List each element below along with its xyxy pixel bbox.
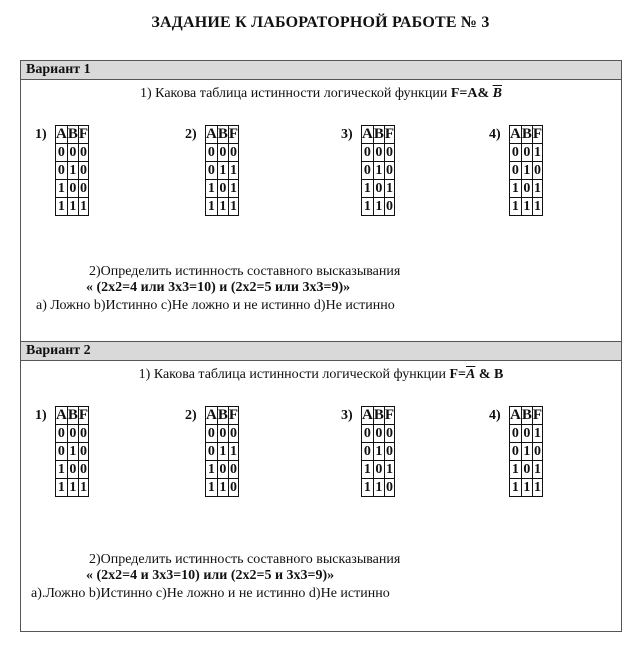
table-cell: 1 [533,426,541,441]
page-title: ЗАДАНИЕ К ЛАБОРАТОРНОЙ РАБОТЕ № 3 [151,14,490,31]
table-row [56,443,89,461]
table-cell: 0 [229,426,237,441]
table-cell: 1 [362,479,374,497]
table-cell: 1 [56,180,68,198]
table-cell: 0 [385,426,393,441]
column-header: F [78,407,89,423]
column-header: F [532,126,543,142]
question-2-text: 2)Определить истинность составного высказывания [89,552,401,567]
table-row [510,461,543,479]
table-cell: 0 [67,180,78,198]
table-row [510,144,543,162]
truth-tables-row [21,406,621,526]
table-cell: 1 [206,198,218,216]
table-header-row [206,407,239,425]
table-cell: 0 [56,144,68,162]
table-cell: 0 [373,180,384,198]
table-cell: 1 [510,479,522,497]
table-row [56,180,89,198]
table-cell: 1 [206,479,218,497]
column-header: A [510,126,521,142]
table-cell: 0 [79,163,87,178]
variant-1-section [20,60,622,342]
table-cell: 0 [510,443,522,461]
table-row [56,425,89,443]
table-cell: 1 [533,145,541,160]
table-cell: 0 [521,461,532,479]
column-header: F [384,126,395,142]
table-row [362,461,395,479]
table-cell: 1 [79,199,87,214]
table-cell: 1 [229,199,237,214]
table-header-row [56,407,89,425]
table-cell: 1 [206,461,218,479]
table-cell: 0 [373,144,384,162]
table-header-row [362,407,395,425]
column-header: A [56,126,67,142]
table-cell: 0 [79,426,87,441]
column-header: F [384,407,395,423]
table-cell: 1 [206,180,218,198]
table-cell: 0 [533,444,541,459]
table-cell: 1 [533,199,541,214]
table-row [362,479,395,497]
table-cell: 0 [385,444,393,459]
table-cell: 1 [217,479,228,497]
table-cell: 1 [67,479,78,497]
table-cell: 0 [56,162,68,180]
table-row [206,162,239,180]
question-1 [21,86,621,102]
table-row [56,162,89,180]
table-cell: 1 [521,479,532,497]
truth-table [509,406,543,497]
truth-table [361,406,395,497]
table-cell: 0 [229,462,237,477]
table-cell: 0 [373,425,384,443]
table-row [56,198,89,216]
table-cell: 1 [362,180,374,198]
table-cell: 1 [373,162,384,180]
table-cell: 1 [533,181,541,196]
table-row [206,198,239,216]
table-cell: 1 [217,198,228,216]
table-cell: 0 [56,425,68,443]
table-cell: 0 [533,163,541,178]
column-header: A [362,126,373,142]
column-header: F [78,126,89,142]
column-header: B [521,126,532,142]
table-row [362,180,395,198]
table-cell: 0 [56,443,68,461]
answer-options: а) Ложно b)Истинно c)Не ложно и не истинно d)Не истинно [36,298,395,313]
table-number: 2) [185,408,197,423]
table-row [362,144,395,162]
truth-table [205,125,239,216]
table-cell: 1 [373,443,384,461]
answer-options: а).Ложно b)Истинно c)Не ложно и не истинно d)Не истинно [31,586,390,601]
table-cell: 1 [67,198,78,216]
table-cell: 0 [206,443,218,461]
table-row [56,461,89,479]
table-row [56,479,89,497]
question-2-text: 2)Определить истинность составного высказывания [89,264,401,279]
table-cell: 1 [385,462,393,477]
table-row [362,198,395,216]
truth-table [205,406,239,497]
table-cell: 0 [521,144,532,162]
table-cell: 1 [510,461,522,479]
table-row [362,443,395,461]
table-cell: 1 [533,480,541,495]
table-cell: 1 [67,443,78,461]
variant-header: Вариант 1 [21,61,621,80]
truth-table [361,125,395,216]
table-cell: 0 [362,144,374,162]
table-number: 3) [341,408,353,423]
table-cell: 0 [373,461,384,479]
table-row [510,425,543,443]
column-header: F [228,126,239,142]
table-cell: 1 [373,479,384,497]
table-number: 1) [35,127,47,142]
table-cell: 1 [385,181,393,196]
table-cell: 0 [385,163,393,178]
formula-negated-b: $\overline{B}$ [492,86,502,101]
truth-tables-row [21,125,621,245]
variant-2-section [20,342,622,632]
formula: F=A& $\overline{B}$ [450,86,502,101]
column-header: F [228,407,239,423]
table-cell: 0 [217,425,228,443]
table-header-row [510,407,543,425]
table-cell: 0 [206,144,218,162]
table-cell: 0 [385,480,393,495]
table-cell: 1 [79,480,87,495]
table-header-row [206,126,239,144]
column-header: A [362,407,373,423]
table-cell: 1 [521,162,532,180]
truth-table [55,125,89,216]
table-row [362,162,395,180]
table-header-row [362,126,395,144]
table-cell: 1 [56,198,68,216]
table-cell: 1 [229,163,237,178]
table-cell: 0 [521,425,532,443]
truth-table [509,125,543,216]
formula: $F=\overline{A}$ & B [449,367,504,382]
table-cell: 1 [521,443,532,461]
formula-negated-a: $\overline{A}$ [466,367,476,382]
question-2-statement: « (2x2=4 или 3x3=10) и (2x2=5 или 3x3=9)» [86,280,351,295]
table-cell: 0 [229,480,237,495]
column-header: A [206,407,217,423]
column-header: A [510,407,521,423]
table-cell: 0 [79,462,87,477]
table-row [206,144,239,162]
table-cell: 0 [67,425,78,443]
table-cell: 0 [362,443,374,461]
table-cell: 0 [217,144,228,162]
table-cell: 0 [510,162,522,180]
table-cell: 1 [362,461,374,479]
table-row [510,479,543,497]
table-row [206,461,239,479]
table-cell: 0 [385,145,393,160]
variant-header: Вариант 2 [21,342,621,361]
question-2 [21,552,621,602]
table-row [510,162,543,180]
question-1-text: 1) Какова таблица истинности логической функции [138,367,450,382]
table-cell: 0 [79,145,87,160]
table-cell: 1 [373,198,384,216]
column-header: B [373,126,384,142]
column-header: A [206,126,217,142]
table-row [510,198,543,216]
column-header: B [521,407,532,423]
table-cell: 0 [79,444,87,459]
table-row [362,425,395,443]
table-row [206,180,239,198]
table-cell: 0 [385,199,393,214]
table-cell: 0 [79,181,87,196]
table-row [206,479,239,497]
table-number: 4) [489,127,501,142]
table-header-row [56,126,89,144]
table-row [56,144,89,162]
table-cell: 1 [229,444,237,459]
table-row [206,443,239,461]
truth-table [55,406,89,497]
table-number: 3) [341,127,353,142]
table-cell: 1 [510,198,522,216]
column-header: B [67,407,78,423]
table-header-row [510,126,543,144]
table-cell: 1 [56,479,68,497]
table-cell: 1 [217,443,228,461]
question-1 [21,367,621,383]
table-cell: 1 [521,198,532,216]
table-number: 4) [489,408,501,423]
table-row [206,425,239,443]
table-number: 1) [35,408,47,423]
table-cell: 0 [67,461,78,479]
table-cell: 0 [521,180,532,198]
column-header: F [532,407,543,423]
column-header: B [217,126,228,142]
question-1-text: 1) Какова таблица истинности логической функции [140,86,451,101]
question-2-statement: « (2x2=4 и 3x3=10) или (2x2=5 и 3x3=9)» [86,568,335,583]
table-cell: 0 [217,180,228,198]
table-cell: 0 [67,144,78,162]
table-cell: 1 [510,180,522,198]
column-header: B [373,407,384,423]
table-cell: 0 [206,425,218,443]
table-cell: 0 [217,461,228,479]
table-cell: 0 [206,162,218,180]
table-cell: 0 [362,425,374,443]
table-cell: 1 [533,462,541,477]
table-cell: 0 [510,144,522,162]
table-cell: 1 [362,198,374,216]
table-cell: 1 [67,162,78,180]
table-row [510,443,543,461]
table-cell: 0 [229,145,237,160]
table-cell: 1 [229,181,237,196]
question-2 [21,264,621,314]
column-header: A [56,407,67,423]
table-cell: 0 [510,425,522,443]
column-header: B [67,126,78,142]
table-cell: 1 [217,162,228,180]
table-row [510,180,543,198]
column-header: B [217,407,228,423]
table-cell: 1 [56,461,68,479]
table-number: 2) [185,127,197,142]
table-cell: 0 [362,162,374,180]
